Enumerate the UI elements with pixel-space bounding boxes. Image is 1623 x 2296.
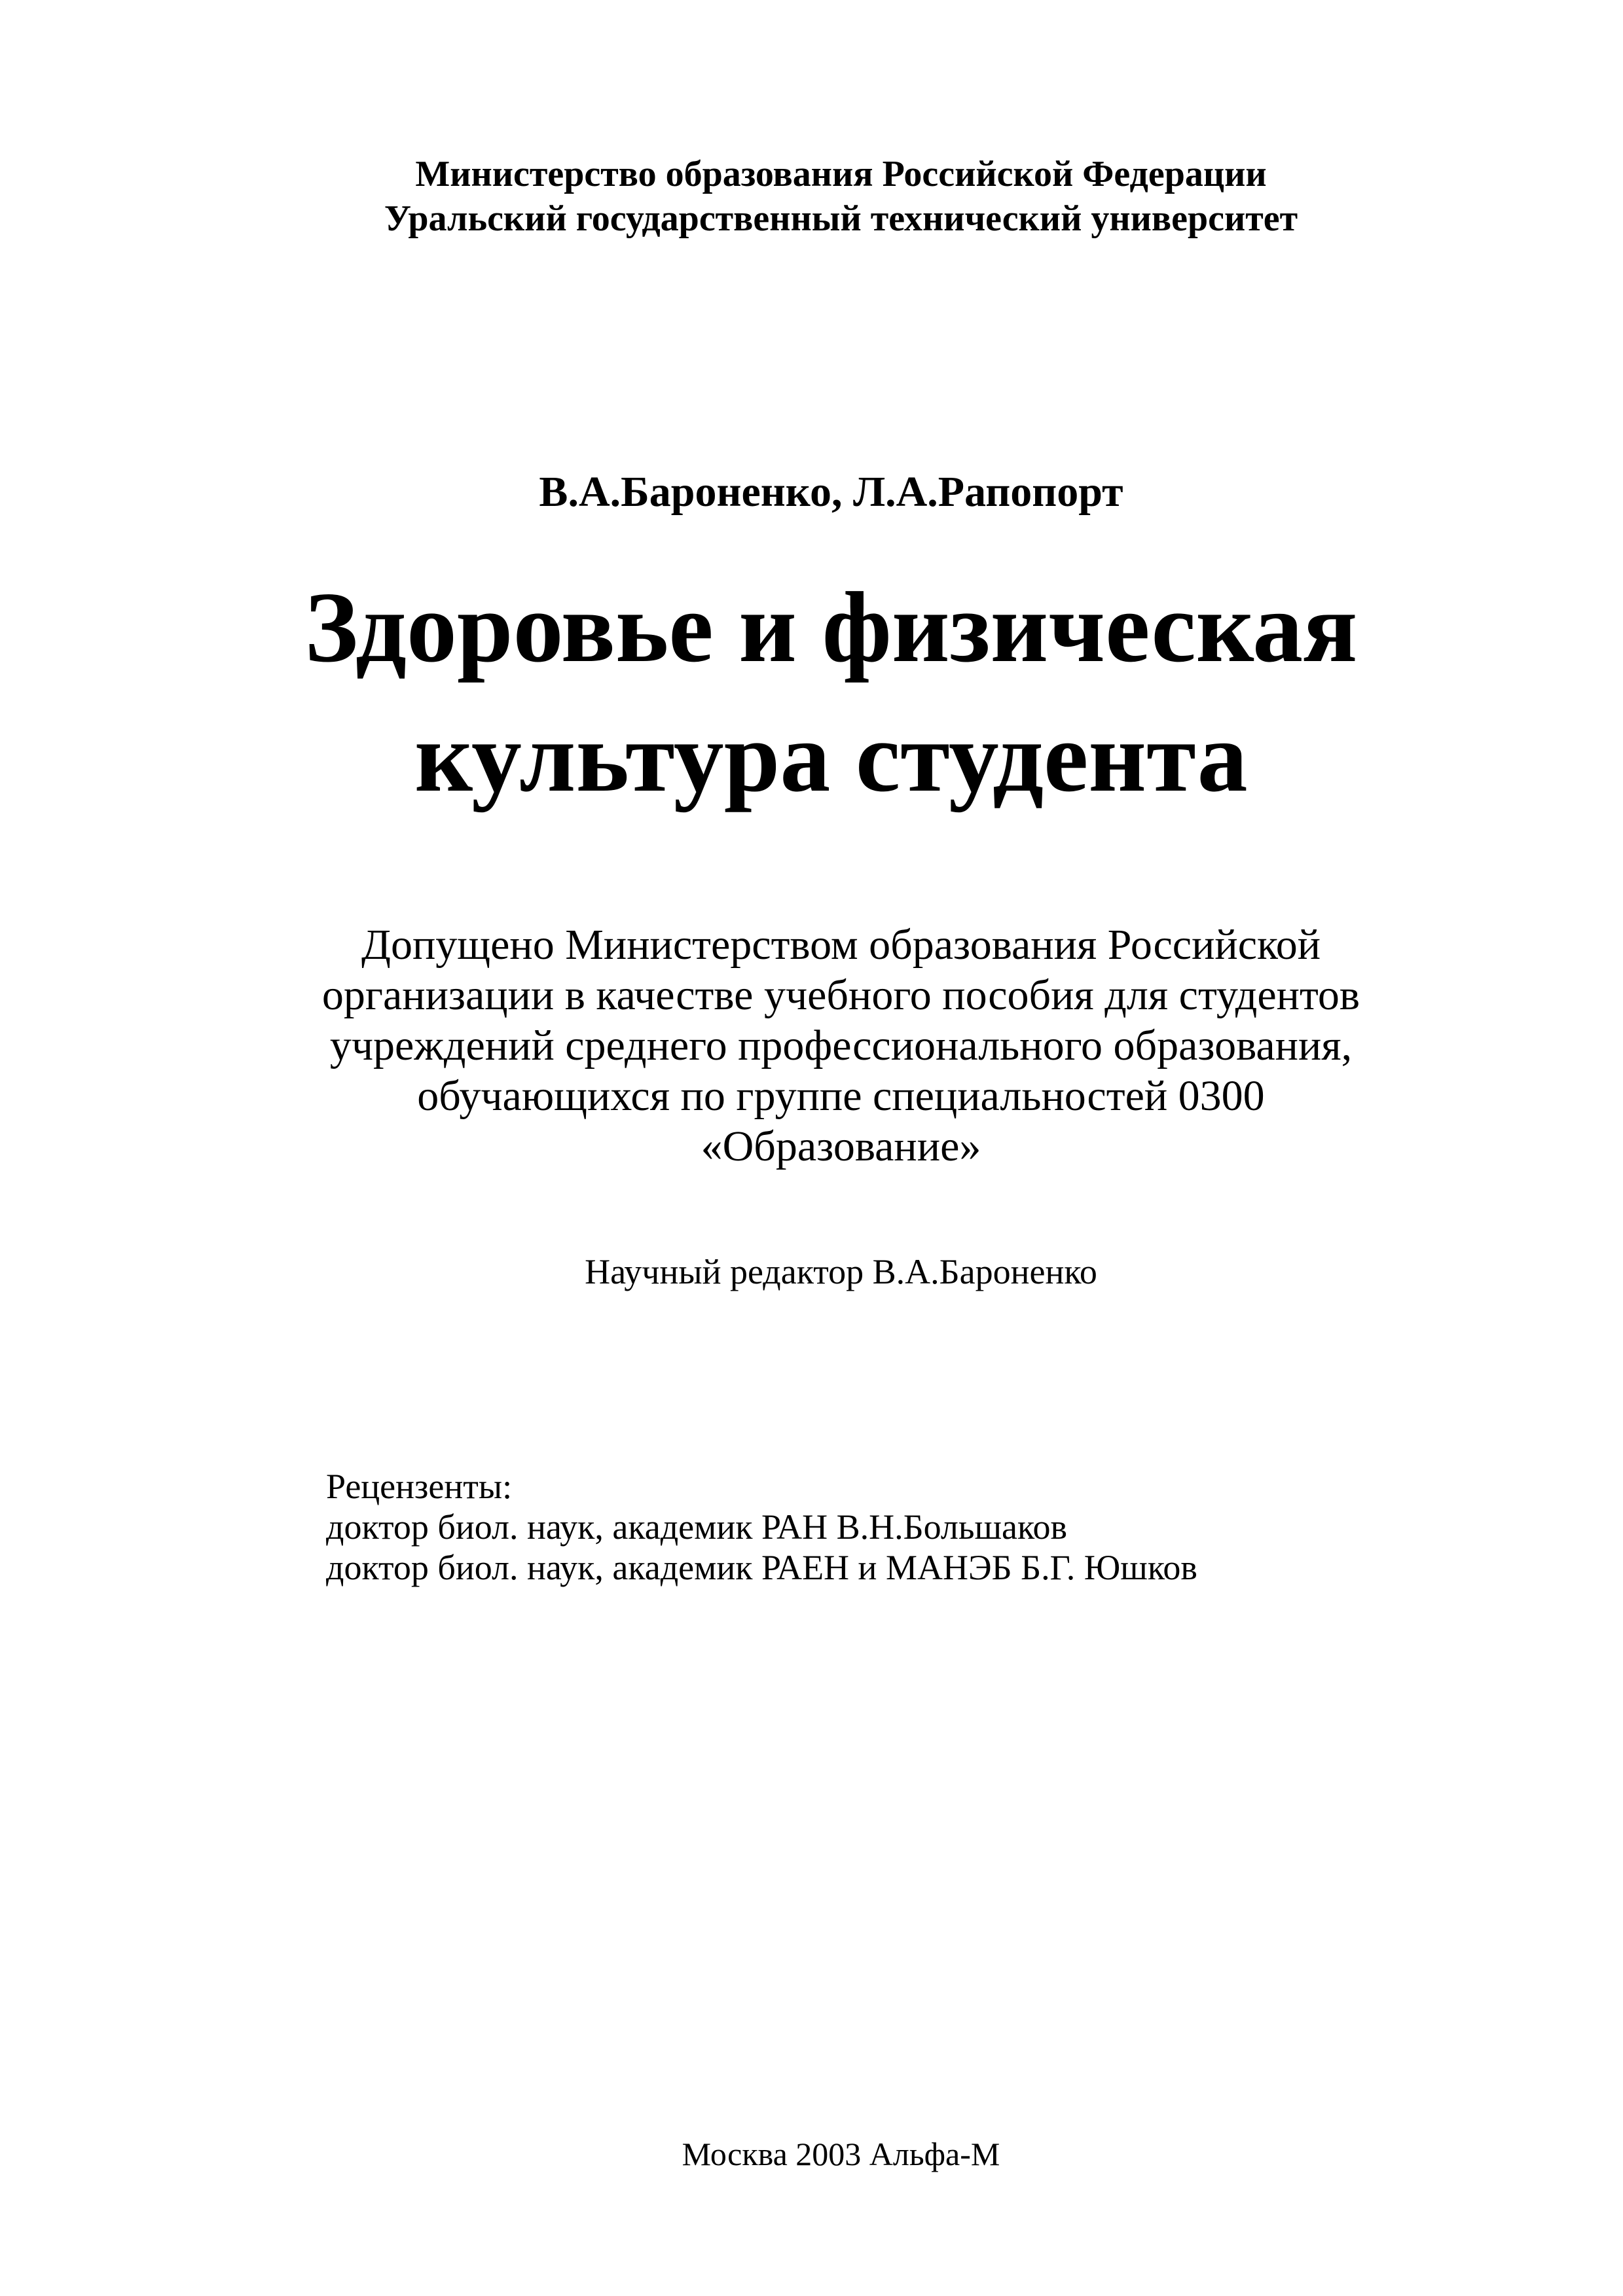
approval-statement: [0, 920, 1623, 1172]
approval-line-1: Допущено Министерством образования Российской: [361, 921, 1321, 969]
scientific-editor: Научный редактор В.А.Бароненко: [585, 1252, 1097, 1291]
approval-line-5: «Образование»: [701, 1122, 981, 1170]
university-line: Уральский государственный технический университет: [384, 198, 1298, 239]
reviewers-heading: Рецензенты:: [326, 1467, 513, 1506]
reviewers-block: [326, 1466, 1197, 1588]
imprint-footer: Москва 2003 Альфа-М: [682, 2136, 1000, 2172]
authors: В.А.Бароненко, Л.А.Рапопорт: [539, 468, 1123, 516]
title-line-1: Здоровье и физическая: [304, 572, 1358, 683]
ministry-line: Министерство образования Российской Федерации: [415, 154, 1267, 194]
approval-line-4: обучающихся по группе специальностей 0300: [417, 1072, 1265, 1120]
approval-line-2: организации в качестве учебного пособия для студентов: [321, 971, 1360, 1019]
publisher-header: [0, 152, 1623, 241]
approval-line-3: учреждений среднего профессионального образования,: [329, 1022, 1353, 1069]
title-line-2: культура студента: [414, 702, 1248, 813]
reviewer-item: доктор биол. наук, академик РАЕН и МАНЭБ Б.Г. Юшков: [326, 1548, 1197, 1587]
reviewer-item: доктор биол. наук, академик РАН В.Н.Большаков: [326, 1507, 1067, 1547]
book-title: [0, 563, 1623, 822]
